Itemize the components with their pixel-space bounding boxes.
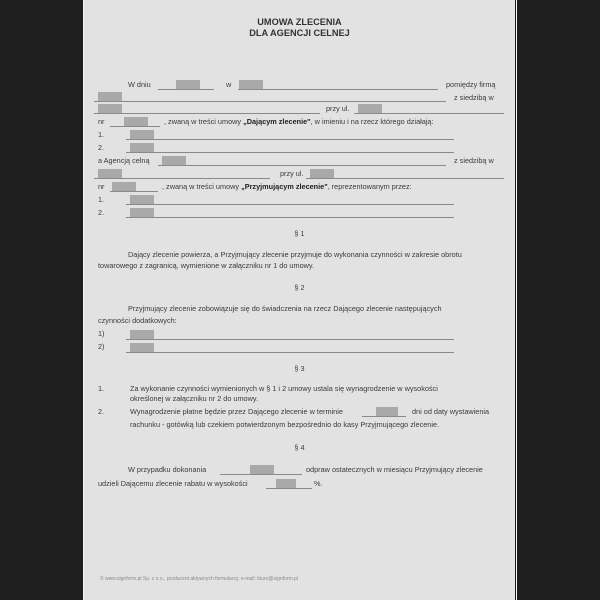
section-4-post: odpraw ostatecznych w miesiącu Przyjmujący zlecenie	[306, 465, 483, 474]
company-name-line	[94, 101, 446, 102]
service-label-2: 2)	[98, 342, 105, 351]
agency-city-line	[94, 178, 270, 179]
clearances-field[interactable]	[250, 465, 274, 474]
document-title-line1: UMOWA ZLECENIA	[257, 17, 342, 27]
section-4-heading: § 4	[294, 443, 305, 452]
agency-rep-label-2: 2.	[98, 208, 105, 217]
document-title-line2: DLA AGENCJI CELNEJ	[249, 28, 350, 38]
page-edge-right	[516, 0, 517, 600]
clause-przyjmujacy: , zwaną w treści umowy „Przyjmującym zlecenie", reprezentowanym przez:	[162, 182, 412, 191]
section-1-heading: § 1	[294, 229, 305, 238]
label-agencja: a Agencją celną	[98, 156, 150, 165]
discount-field[interactable]	[276, 479, 296, 488]
section-4-pre: W przypadku dokonania	[128, 465, 207, 474]
service-label-1: 1)	[98, 329, 105, 338]
company-nr-line	[110, 126, 160, 127]
label-w: w	[226, 80, 232, 89]
label-nr: nr	[98, 117, 105, 126]
agency-name-line	[158, 165, 446, 166]
company-city-field[interactable]	[98, 104, 122, 113]
section-3-item2-pre: Wynagrodzenie płatne będzie przez Dającego zlecenie w terminie	[130, 407, 343, 416]
rep-label-1: 1.	[98, 130, 105, 139]
agency-rep-label-1: 1.	[98, 195, 105, 204]
label-agency-nr: nr	[98, 182, 105, 191]
section-2-heading: § 2	[294, 283, 305, 292]
section-3-item1-num: 1.	[98, 384, 105, 393]
agency-rep-field-1[interactable]	[130, 195, 154, 204]
section-3-item2-post: dni od daty wystawienia	[412, 407, 490, 416]
rep-label-2: 2.	[98, 143, 105, 152]
company-nr-field[interactable]	[124, 117, 148, 126]
agency-nr-line	[110, 191, 158, 192]
rep-line-2	[126, 152, 454, 153]
section-3-item2-num: 2.	[98, 407, 105, 416]
payment-days-field[interactable]	[376, 407, 398, 416]
document-page	[84, 0, 515, 600]
company-name-field[interactable]	[98, 92, 122, 101]
company-city-line	[94, 113, 320, 114]
section-1-line2: towarowego z zagranicą, wymienione w załączniku nr 1 do umowy.	[98, 261, 315, 270]
date-field[interactable]	[176, 80, 200, 89]
section-2-line1: Przyjmujący zlecenie zobowiązuje się do świadczenia na rzecz Dającego zlecenie następujących	[128, 304, 442, 313]
section-3-item1-line2: określonej w załączniku nr 2 do umowy.	[130, 394, 259, 403]
label-przy-ul: przy ul.	[326, 104, 350, 113]
rep-line-1	[126, 139, 454, 140]
section-3-item1-line1: Za wykonanie czynności wymienionych w § 1 i 2 umowy ustala się wynagrodzenie w wysokości	[130, 384, 438, 393]
agency-rep-field-2[interactable]	[130, 208, 154, 217]
place-field[interactable]	[239, 80, 263, 89]
label-z-siedziba: z siedzibą w	[454, 93, 494, 102]
section-2-line2: czynności dodatkowych:	[98, 316, 177, 325]
company-street-field[interactable]	[358, 104, 382, 113]
agency-name-field[interactable]	[162, 156, 186, 165]
service-field-1[interactable]	[130, 330, 154, 339]
label-agency-przy-ul: przy ul.	[280, 169, 304, 178]
place-field-line	[238, 89, 438, 90]
service-field-2[interactable]	[130, 343, 154, 352]
agency-city-field[interactable]	[98, 169, 122, 178]
company-street-line	[354, 113, 504, 114]
agency-rep-line-1	[126, 204, 454, 205]
date-field-line	[158, 89, 214, 90]
label-w-dniu: W dniu	[128, 80, 151, 89]
service-line-1	[126, 339, 454, 340]
agency-street-field[interactable]	[310, 169, 334, 178]
agency-street-line	[306, 178, 504, 179]
section-1-line1: Dający zlecenie powierza, a Przyjmujący zlecenie przyjmuje do wykonania czynności w zakresie obrotu	[128, 250, 462, 259]
label-pomiedzy-firma: pomiędzy firmą	[446, 80, 496, 89]
agency-nr-field[interactable]	[112, 182, 136, 191]
clause-dajacy: , zwaną w treści umowy „Dającym zlecenie", w imieniu i na rzecz którego działają:	[164, 117, 434, 126]
rep-field-1[interactable]	[130, 130, 154, 139]
agency-rep-line-2	[126, 217, 454, 218]
section-3-item2-line2: rachunku - gotówką lub czekiem potwierdzonym bezpośrednio do kasy Przyjmującego zlecenie.	[130, 420, 440, 429]
section-3-heading: § 3	[294, 364, 305, 373]
footer-copyright: © www.signform.pl Sp. z o.o., producent aktywnych formularzy, e-mail: biuro@signform.pl	[100, 576, 298, 582]
rep-field-2[interactable]	[130, 143, 154, 152]
discount-line	[266, 488, 312, 489]
label-agency-siedziba: z siedzibą w	[454, 156, 494, 165]
section-4-line2-post: %.	[314, 479, 323, 488]
payment-days-line	[362, 416, 406, 417]
service-line-2	[126, 352, 454, 353]
section-4-line2-pre: udzieli Dającemu zlecenie rabatu w wysokości	[98, 479, 248, 488]
clearances-line	[220, 474, 302, 475]
